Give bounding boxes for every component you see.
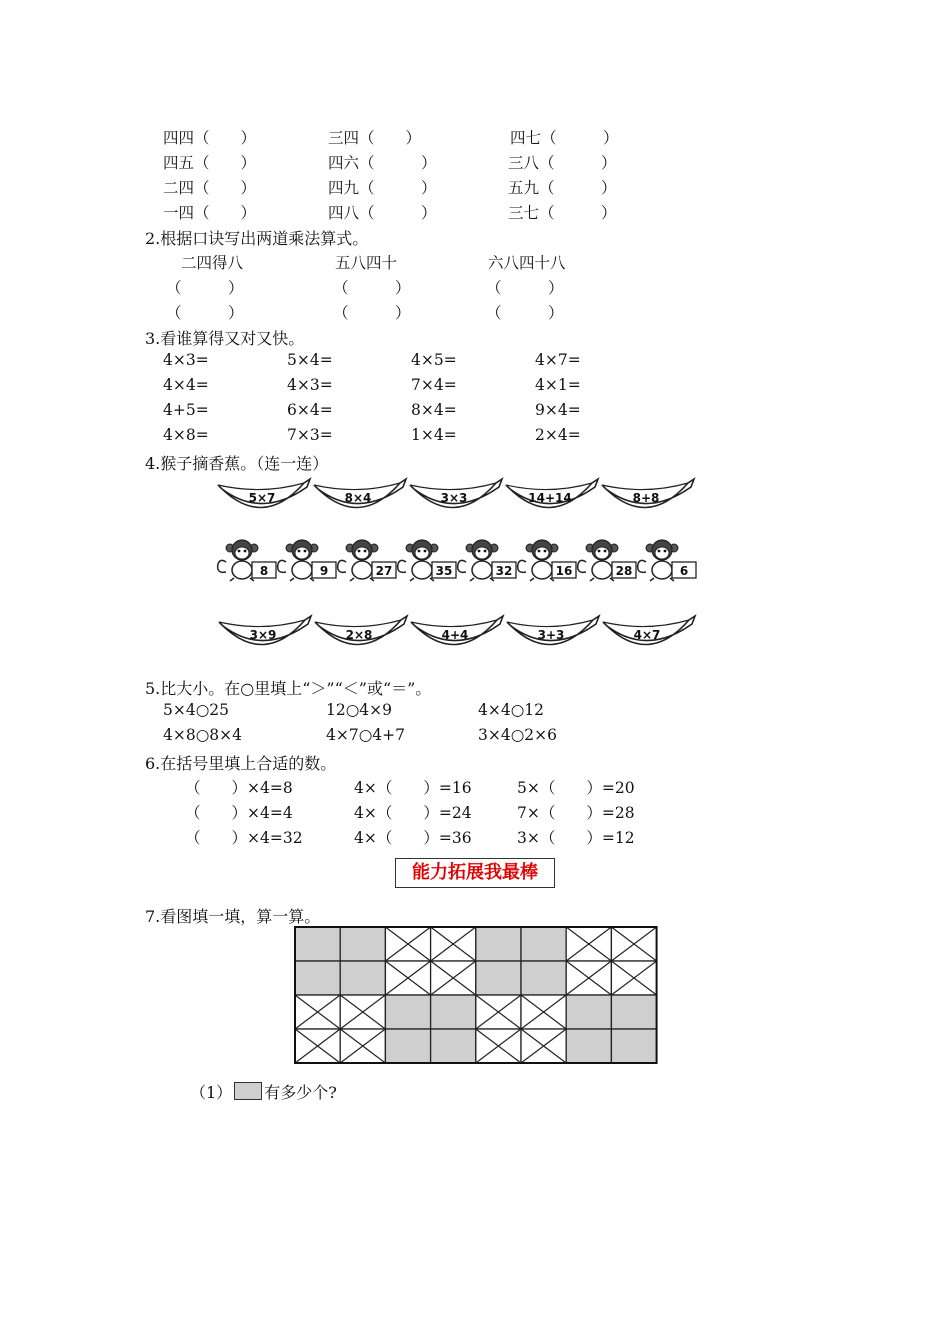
q2-blank-2a[interactable]: （ ）	[333, 279, 411, 297]
grid-shaded-cell	[431, 1029, 476, 1063]
q1-r4c3: 三七（ ）	[508, 204, 617, 222]
q3-r2c1: 4×4=	[163, 376, 209, 394]
q6-r2c1: （ ）×4=4	[185, 804, 293, 822]
monkey-1[interactable]	[218, 540, 276, 581]
bottom-banana-4-label: 3+3	[537, 628, 565, 642]
q6-title: 6.在括号里填上合适的数。	[145, 754, 337, 773]
q3-r2c4: 4×1=	[535, 376, 581, 394]
monkey-5[interactable]	[458, 540, 516, 581]
q2-rhyme-1: 二四得八	[181, 254, 244, 272]
monkey-6-label: 16	[555, 564, 573, 578]
grid-shaded-cell	[476, 961, 521, 995]
bottom-banana-5-label: 4×7	[633, 628, 661, 642]
q3-r1c1: 4×3=	[163, 351, 209, 369]
monkey-4[interactable]	[398, 540, 456, 581]
q6-r3c3: 3×（ ）=12	[517, 829, 635, 847]
q3-r1c3: 4×5=	[411, 351, 457, 369]
top-banana-2-label: 8×4	[344, 491, 372, 505]
q1-r3c3: 五九（ ）	[508, 179, 617, 197]
q6-r1c2: 4×（ ）=16	[354, 779, 472, 797]
monkey-7[interactable]	[578, 540, 636, 581]
q5-r1c2: 12○4×9	[326, 701, 392, 719]
q5-r2c2: 4×7○4+7	[326, 726, 405, 744]
q2-blank-1b[interactable]: （ ）	[166, 304, 244, 322]
q3-r3c4: 9×4=	[535, 401, 581, 419]
monkey-8-label: 6	[679, 564, 689, 578]
grid-shaded-cell	[611, 1029, 656, 1063]
monkey-3-label: 27	[375, 564, 393, 578]
q3-r4c2: 7×3=	[287, 426, 333, 444]
bottom-banana-4[interactable]	[507, 616, 599, 645]
top-banana-4[interactable]	[506, 479, 598, 508]
bottom-banana-3-label: 4+4	[441, 628, 469, 642]
grid-shaded-cell	[521, 961, 566, 995]
q3-r4c4: 2×4=	[535, 426, 581, 444]
q1-r1c2: 三四（ ）	[328, 129, 422, 147]
q3-r2c2: 4×3=	[287, 376, 333, 394]
top-banana-1-label: 5×7	[248, 491, 276, 505]
monkey-7-label: 28	[615, 564, 633, 578]
q2-title: 2.根据口诀写出两道乘法算式。	[145, 229, 369, 248]
q3-r4c3: 1×4=	[411, 426, 457, 444]
bottom-banana-2-label: 2×8	[345, 628, 373, 642]
q3-r2c3: 7×4=	[411, 376, 457, 394]
monkey-2[interactable]	[278, 540, 336, 581]
monkey-3[interactable]	[338, 540, 396, 581]
q1-r2c2: 四六（ ）	[328, 154, 437, 172]
q7-title: 7.看图填一填，算一算。	[145, 907, 321, 926]
q1-r1c3: 四七（ ）	[510, 129, 619, 147]
top-banana-4-label: 14+14	[528, 491, 572, 505]
grid-shaded-cell	[566, 995, 611, 1029]
q2-rhyme-3: 六八四十八	[488, 254, 566, 272]
q5-r1c3: 4×4○12	[478, 701, 544, 719]
q2-blank-1a[interactable]: （ ）	[166, 279, 244, 297]
grid-shaded-cell	[340, 961, 385, 995]
q5-title: 5.比大小。在○里填上“＞”“＜”或“＝”。	[145, 679, 432, 698]
section-banner: 能力拓展我最棒	[395, 858, 555, 888]
q1-r3c1: 二四（ ）	[163, 179, 257, 197]
bottom-banana-3[interactable]	[411, 616, 503, 645]
q3-r4c1: 4×8=	[163, 426, 209, 444]
q5-r2c1: 4×8○8×4	[163, 726, 242, 744]
q6-r3c1: （ ）×4=32	[185, 829, 303, 847]
q3-r3c3: 8×4=	[411, 401, 457, 419]
monkey-5-label: 32	[495, 564, 513, 578]
bottom-banana-1-label: 3×9	[249, 628, 277, 642]
gray-square-icon	[234, 1082, 262, 1100]
grid-shaded-cell	[476, 927, 521, 961]
q1-r4c2: 四八（ ）	[328, 204, 437, 222]
q7-sub1	[190, 1080, 337, 1103]
bottom-banana-2[interactable]	[315, 616, 407, 645]
q7-grid-figure	[293, 925, 659, 1067]
q3-r3c1: 4+5=	[163, 401, 209, 419]
top-banana-3-label: 3×3	[440, 491, 468, 505]
grid-shaded-cell	[521, 927, 566, 961]
q1-r1c1: 四四（ ）	[163, 129, 257, 147]
bottom-banana-5[interactable]	[603, 616, 695, 645]
q1-r2c3: 三八（ ）	[508, 154, 617, 172]
q3-r1c2: 5×4=	[287, 351, 333, 369]
q5-r2c3: 3×4○2×6	[478, 726, 557, 744]
q6-r3c2: 4×（ ）=36	[354, 829, 472, 847]
monkey-1-label: 8	[259, 564, 269, 578]
top-banana-5[interactable]	[602, 479, 694, 508]
q7-sub1-suffix: 有多少个?	[264, 1083, 337, 1102]
bottom-banana-1[interactable]	[219, 616, 311, 645]
top-banana-2[interactable]	[314, 479, 406, 508]
q6-r1c1: （ ）×4=8	[185, 779, 293, 797]
grid-shaded-cell	[385, 1029, 430, 1063]
q1-r4c1: 一四（ ）	[163, 204, 257, 222]
q1-r3c2: 四九（ ）	[328, 179, 437, 197]
q3-r3c2: 6×4=	[287, 401, 333, 419]
monkey-6[interactable]	[518, 540, 576, 581]
q6-r2c3: 7×（ ）=28	[517, 804, 635, 822]
monkey-2-label: 9	[319, 564, 329, 578]
q2-blank-3a[interactable]: （ ）	[486, 279, 564, 297]
grid-shaded-cell	[340, 927, 385, 961]
monkey-4-label: 35	[435, 564, 453, 578]
q2-rhyme-2: 五八四十	[335, 254, 398, 272]
q5-r1c1: 5×4○25	[163, 701, 229, 719]
q2-blank-3b[interactable]: （ ）	[486, 304, 564, 322]
top-banana-5-label: 8+8	[632, 491, 660, 505]
grid-shaded-cell	[385, 995, 430, 1029]
q6-r2c2: 4×（ ）=24	[354, 804, 472, 822]
q4-title: 4.猴子摘香蕉。（连一连）	[145, 454, 329, 473]
q7-sub1-prefix: （1）	[190, 1083, 233, 1102]
grid-shaded-cell	[295, 927, 340, 961]
q6-r1c3: 5×（ ）=20	[517, 779, 635, 797]
top-banana-1[interactable]	[218, 479, 310, 508]
grid-shaded-cell	[431, 995, 476, 1029]
grid-shaded-cell	[611, 995, 656, 1029]
top-banana-3[interactable]	[410, 479, 502, 508]
q3-r1c4: 4×7=	[535, 351, 581, 369]
grid-shaded-cell	[566, 1029, 611, 1063]
grid-shaded-cell	[295, 961, 340, 995]
q1-r2c1: 四五（ ）	[163, 154, 257, 172]
q2-blank-2b[interactable]: （ ）	[333, 304, 411, 322]
q3-title: 3.看谁算得又对又快。	[145, 329, 305, 348]
monkey-8[interactable]	[638, 540, 696, 581]
